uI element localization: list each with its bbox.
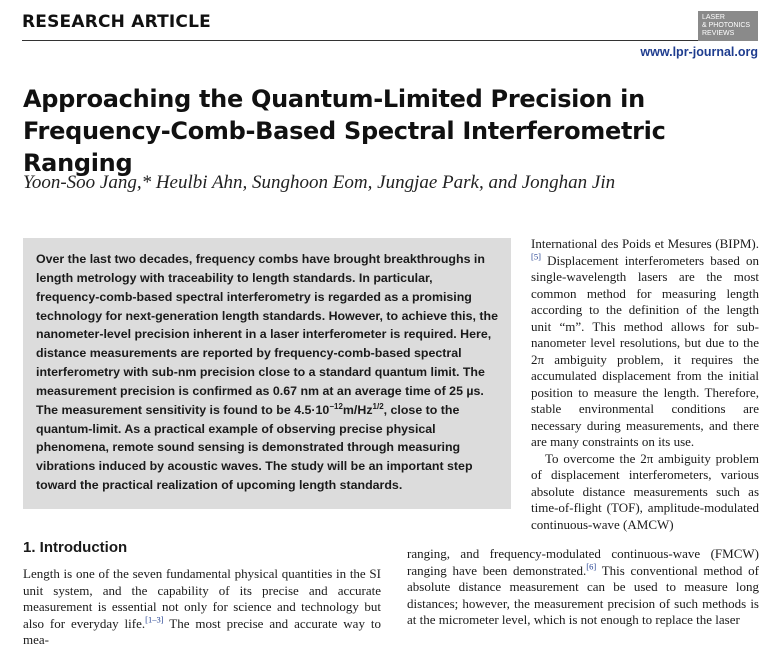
citation-link[interactable]: [6] (586, 561, 597, 572)
journal-logo-line: LASER (702, 14, 725, 21)
paragraph: To overcome the 2π ambiguity problem of displacement interferometers, various absolute distance measurements such as time-of-flight (TOF), amplitude-modulated continuous-wave (AMCW) (531, 450, 759, 532)
article-title: Approaching the Quantum-Limited Precision in Frequency-Comb-Based Spectral Interferometric Ranging (23, 85, 666, 177)
journal-logo (698, 11, 758, 41)
abstract-part: Over the last two decades, frequency combs have brought breakthroughs in length metrology with traceability to length standards. In particular, frequency-comb-based spectral interferometry is regarded as a promising technology for next-generation length standards. However, to achieve this, the nanometer-level precision inherent in a laser interferometer is required. Here, distance measurements are reported by frequency-comb-based spectral interferometry with sub-nm precision close to a standard quantum limit. The measurement precision is confirmed as 0.67 nm at an average time of 25 µs. The measurement sensitivity is found to be 4.5·10 (36, 252, 498, 417)
text-run: International des Poids et Mesures (BIPM). (531, 236, 759, 251)
abstract-part: , close to the quantum-limit. As a practical example of observing precise physical phenomena, remote sound sensing is demonstrated through measuring vibrations induced by acoustic waves. The study will be an important step toward the practical realization of upcoming length standards. (36, 402, 473, 493)
abstract-box (23, 238, 511, 509)
abstract-exponent: 1/2 (372, 401, 384, 411)
citation-link[interactable]: [1–3] (145, 614, 164, 625)
text-run: Displacement interferometers based on single-wavelength lasers are the most common method for measuring length according to the definition of the length unit “m”. This method allows for sub-nanometer level resolutions, but due to the 2π ambiguity problem, it requires the accumulated displacement from the initial position to measure the length. Therefore, stable environmental conditions are necessary during measurements, and there are many constraints on its use. (531, 252, 759, 449)
journal-url-link[interactable]: www.lpr-journal.org (640, 45, 758, 59)
author-list: Yoon-Soo Jang,* Heulbi Ahn, Sunghoon Eom, Jungjae Park, and Jonghan Jin (23, 172, 616, 193)
paragraph (23, 566, 381, 649)
abstract-part: m/Hz (342, 402, 373, 417)
section-heading-introduction: 1. Introduction (23, 539, 128, 556)
journal-logo-line: REVIEWS (702, 30, 735, 37)
text-run: This conventional method of absolute distance measurement can be used to measure long distances; however, the measurement precision of such methods is at the micrometer level, which is not enough to replace the laser (407, 562, 759, 627)
lower-right-text (407, 546, 759, 629)
text-run: Length is one of the seven fundamental physical quantities in the SI unit system, and the capability of its precise and accurate measurement is essential not only for science and technology but also for everyday life. (23, 566, 381, 631)
abstract-text (36, 250, 499, 495)
header-rule (22, 40, 698, 41)
abstract-exponent: −12 (329, 401, 343, 411)
citation-link[interactable]: [5] (531, 251, 541, 262)
journal-logo-line: & PHOTONICS (702, 22, 751, 29)
right-column-text (531, 236, 759, 533)
text-run: ranging, and frequency-modulated continuous-wave (FMCW) ranging have been demonstrated. (407, 546, 759, 578)
article-type-label: RESEARCH ARTICLE (22, 12, 211, 32)
text-run: The most precise and accurate way to mea- (23, 615, 381, 647)
paragraph (407, 546, 759, 629)
paragraph (531, 236, 759, 451)
introduction-text (23, 566, 381, 649)
